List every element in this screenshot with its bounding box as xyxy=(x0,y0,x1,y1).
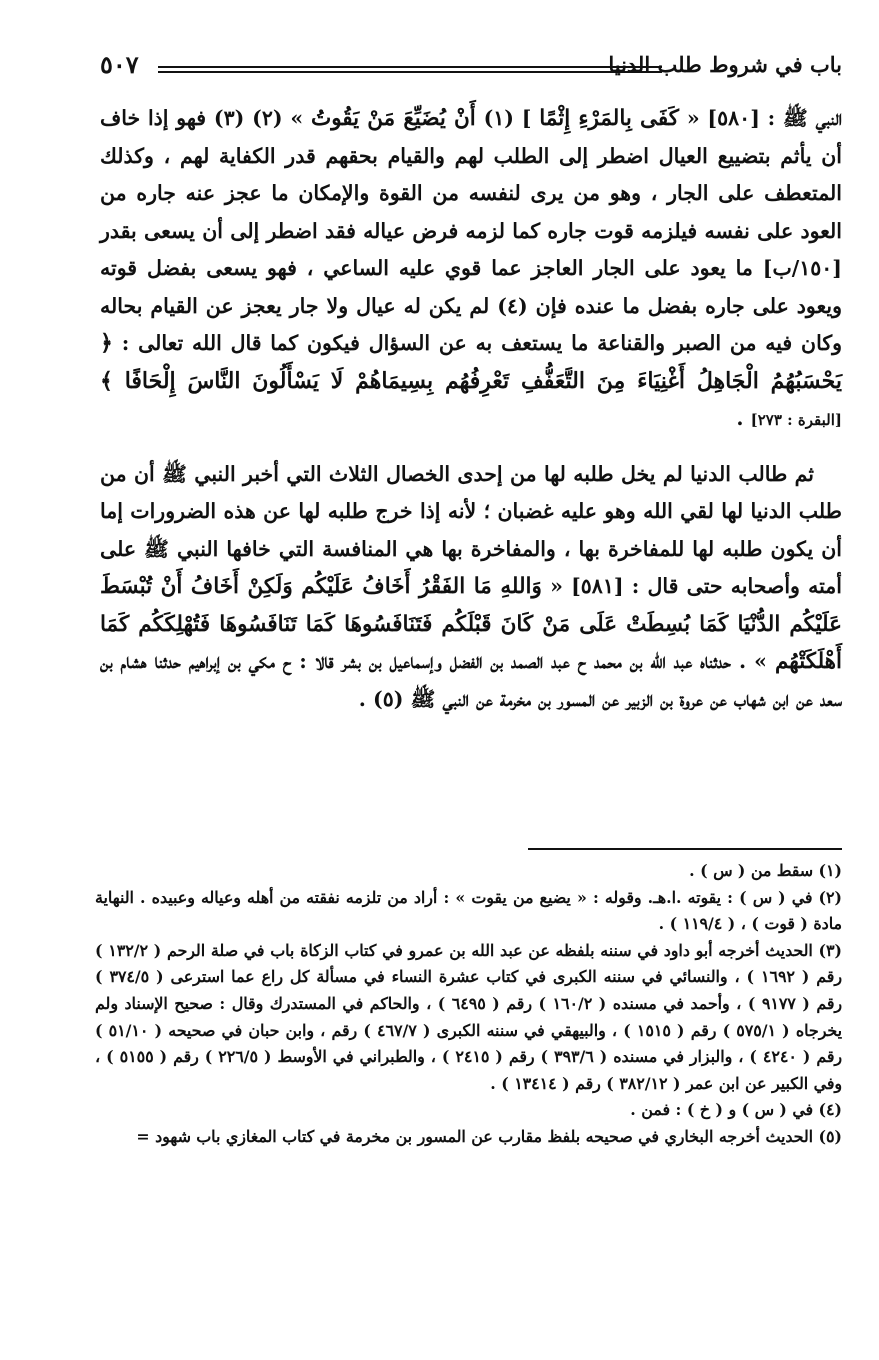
footnotes xyxy=(95,858,842,1151)
verse-reference: [البقرة : ٢٧٣] xyxy=(750,411,842,429)
main-text xyxy=(100,100,842,718)
page-number: ٥٠٧ xyxy=(100,50,139,79)
footnote-2: (٢) في ( س ) : يقوته .ا.هـ. وقوله : « يضيع من يقوت » : أراد من تلزمه نفقته من أهله وعياله وعبيده . النهاية مادة ( قوت ) ، ( ١١٩/٤ ) . xyxy=(95,887,842,934)
paragraph-2-start: ثم طالب الدنيا لم يخل طلبه لها من إحدى الخصال الثلاث التي أخبر النبي ﷺ أن من طلب الدنيا لها لقي الله وهو عليه غضبان ؛ لأنه إذا خرج طلبه لها عن هذه الضرورات إما أن يكون طلبه لها للمفاخرة بها ، والمفاخرة بها هي المنافسة التي خافها النبي ﷺ على أمته وأصحابه حتى قال : [٥٨١] « xyxy=(100,461,842,598)
hadith-580-part1: كَفَى بِالمَرْءِ إِثْمًا xyxy=(539,106,680,131)
paragraph-1-text: » (٢) (٣) فهو إذا خاف أن يأثم بتضييع العيال اضطر إلى الطلب لهم والقيام بحقهم قدر الكفاية لهم ، وكذلك المتعطف على الجار ، وهو من يرى لنفسه من القوة والإمكان ما عجز عنه جاره من العود على نفسه فيلزمه قوت جاره كما لزمه فرض عياله فقد اضطر إلى أن يسعى بقدر [١٥٠/ب] ما يعود على الجار العاجز عما قوي عليه الساعي ، فهو يسعى بفضل قوته ويعود على جاره بفضل ما عنده فإن (٤) لم يكن له عيال ولا جار يعجز عن القيام بحاله وكان فيه من الصبر والقناعة ما يستعف به عن السؤال فيكون كما قال الله تعالى : xyxy=(100,106,842,355)
footnote-4: (٤) في ( س ) و ( خ ) : فمن . xyxy=(630,1100,842,1120)
footnote-separator xyxy=(528,848,842,850)
chapter-title: باب في شروط طلب الدنيا xyxy=(608,52,842,77)
hadith-580-part2: أَنْ يُضَيِّعَ مَنْ يَقُوتُ xyxy=(310,106,476,131)
paragraph-2-text: » . حدثناه عبد الله بن محمد ح عبد الصمد بن الفضل وإسماعيل بن بشر قالا : ح مكي بن إبراهيم حدثنا هشام بن سعد عن ابن شهاب عن عروة بن الزبير عن المسور بن مخرمة عن النبي ﷺ (٥) . xyxy=(100,649,842,711)
page-header xyxy=(100,46,842,92)
footnote-5: (٥) الحديث أخرجه البخاري في صحيحه بلفظ مقارب عن المسور بن مخرمة في كتاب المغازي باب شهود = xyxy=(136,1126,842,1146)
footnote-3: (٣) الحديث أخرجه أبو داود في سننه بلفظه عن عبد الله بن عمرو في كتاب الزكاة باب في صلة الرحم ( ١٣٢/٢ ) رقم ( ١٦٩٢ ) ، والنسائي في سننه الكبرى في كتاب عشرة النساء في مسألة كل راع عما استرعى ( ٣٧٤/٥ ) رقم ( ٩١٧٧ ) ، وأحمد في مسنده ( ١٦٠/٢ ) رقم ( ٦٤٩٥ ) ، والحاكم في المستدرك وقال : صحيح الإسناد ولم يخرجاه ( ٥٧٥/١ ) رقم ( ١٥١٥ ) ، والبيهقي في سننه الكبرى ( ٤٦٧/٧ ) رقم ، وابن حبان في صحيحه ( ٥١/١٠ ) رقم ( ٤٢٤٠ ) ، والبزار في مسنده ( ٣٩٣/٦ ) رقم ( ٢٤١٥ ) ، والطبراني في الأوسط ( ٢٢٦/٥ ) رقم ( ٥١٥٥ ) ، وفي الكبير عن ابن عمر ( ٣٨٢/١٢ ) رقم ( ١٣٤١٤ ) . xyxy=(95,940,843,1093)
paragraph-2 xyxy=(100,456,842,719)
quran-verse: ﴿ يَحْسَبُهُمُ الْجَاهِلُ أَغْنِيَاءَ مِنَ التَّعَفُّفِ تَعْرِفُهُم بِسِيمَاهُمْ لَا يَسْأَلُونَ النَّاسَ إِلْحَافًا ﴾ xyxy=(100,330,842,394)
header-rule xyxy=(158,66,662,73)
footnote-mark-1: ] (١) xyxy=(483,106,532,130)
paragraph-1-end: . xyxy=(736,406,744,430)
paragraph-1-start: النبي ﷺ : [٥٨٠] « xyxy=(686,106,843,130)
paragraph-1 xyxy=(100,100,842,440)
hadith-581: وَاللهِ مَا الفَقْرُ أَخَافُ عَلَيْكُم وَلَكِنْ أَخَافُ أَنْ تُبْسَطَ عَلَيْكُم الدُّنْيَا كَمَا بُسِطَتْ عَلَى مَنْ كَانَ قَبْلَكُم فَتَنَافَسُوهَا كَمَا تَنَافَسُوهَا فَتُهْلِكَكُم كَمَا أَهْلَكَتْهُم xyxy=(100,574,842,674)
footnote-1: (١) سقط من ( س ) . xyxy=(689,861,842,880)
